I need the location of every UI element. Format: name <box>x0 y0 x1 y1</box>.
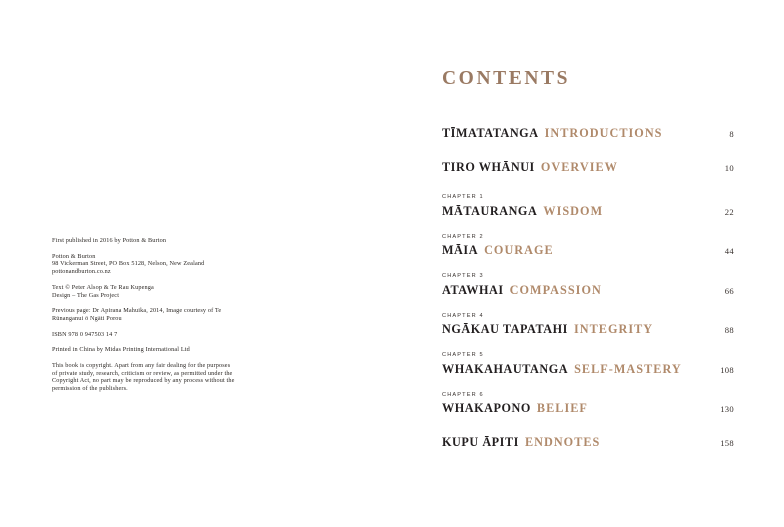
toc-title-maori: WHAKAHAUTANGA <box>442 361 569 376</box>
toc-entry-line <box>442 435 734 450</box>
contents-page <box>442 68 734 450</box>
toc-entry-titles <box>442 362 682 377</box>
toc-page-number: 22 <box>724 206 734 217</box>
toc-chapter-label: CHAPTER 2 <box>442 233 484 240</box>
toc-title-english: INTEGRITY <box>573 322 654 336</box>
toc-title-english: ENDNOTES <box>524 435 601 449</box>
toc-entry-line <box>442 204 734 219</box>
toc-entry-titles <box>442 243 554 258</box>
toc-entry-titles <box>442 435 600 450</box>
toc-page-number: 108 <box>720 364 734 375</box>
copyright-line: Previous page: Dr Apirana Mahuika, 2014, Image courtesy of Te <box>52 307 222 315</box>
toc-chapter-label: CHAPTER 4 <box>442 312 484 319</box>
toc-page-number: 10 <box>724 163 734 173</box>
toc-title-maori: MĀTAURANGA <box>442 203 538 218</box>
toc-entry-titles <box>442 204 603 219</box>
copyright-line: Printed in China by Midas Printing International Ltd <box>52 346 190 354</box>
toc-entry-line <box>442 401 734 416</box>
toc-page-number: 8 <box>729 129 734 139</box>
toc-chapter-label: CHAPTER 5 <box>442 352 484 358</box>
toc-title-maori: TIRO WHĀNUI <box>442 160 535 174</box>
toc-entry[interactable] <box>442 234 734 259</box>
toc-page-number: 66 <box>724 285 734 296</box>
toc-entry-titles <box>442 401 588 416</box>
copyright-page <box>52 238 268 394</box>
toc-entry-titles <box>442 322 653 337</box>
toc-title-english: WISDOM <box>543 203 604 218</box>
toc-title-maori: KUPU ĀPITI <box>442 435 519 449</box>
toc-entry-line <box>442 160 734 175</box>
toc-entry-titles <box>442 160 618 175</box>
copyright-line: permission of the publishers. <box>52 385 128 393</box>
toc-entry-line <box>442 322 734 337</box>
toc-entry-line <box>442 243 734 258</box>
toc-entry[interactable] <box>442 435 734 450</box>
copyright-paragraph <box>52 254 268 276</box>
toc-entry[interactable] <box>442 313 734 338</box>
copyright-line: Potton & Burton <box>52 252 96 260</box>
toc-chapter-label: CHAPTER 3 <box>442 273 484 279</box>
toc-entry-titles <box>442 283 602 298</box>
toc-page-number: 88 <box>724 325 734 335</box>
copyright-paragraph <box>52 332 268 338</box>
copyright-paragraph <box>52 363 268 392</box>
toc-title-maori: NGĀKAU TAPATAHI <box>442 322 568 336</box>
page-title: CONTENTS <box>442 68 571 89</box>
toc-entry[interactable] <box>442 352 734 377</box>
toc-entry[interactable] <box>442 160 734 175</box>
toc-entry[interactable] <box>442 392 734 417</box>
toc-page-number: 130 <box>720 404 734 414</box>
copyright-paragraph <box>52 347 268 353</box>
copyright-text-block <box>52 238 268 392</box>
toc-title-english: BELIEF <box>536 401 588 415</box>
toc-title-maori: TĪMATATANGA <box>442 126 539 140</box>
toc-entry-titles <box>442 126 663 141</box>
toc-title-english: INTRODUCTIONS <box>544 126 663 140</box>
toc-entry[interactable] <box>442 194 734 219</box>
toc-title-maori: MĀIA <box>442 243 479 257</box>
table-of-contents <box>442 126 734 450</box>
toc-title-english: COMPASSION <box>509 282 602 297</box>
toc-page-number: 44 <box>724 246 734 256</box>
copyright-paragraph <box>52 308 268 322</box>
toc-title-english: SELF-MASTERY <box>574 361 682 376</box>
copyright-line: First published in 2016 by Potton & Burton <box>52 237 167 244</box>
copyright-line: ISBN 978 0 947503 14 7 <box>52 330 118 338</box>
toc-page-number: 158 <box>720 438 734 448</box>
copyright-line: Copyright Act, no part may be reproduced by any process without the <box>52 377 235 385</box>
copyright-line: 98 Vickerman Street, PO Box 5128, Nelson, New Zealand <box>52 260 205 268</box>
toc-entry-line <box>442 283 734 298</box>
toc-chapter-label: CHAPTER 6 <box>442 391 484 398</box>
toc-title-english: COURAGE <box>484 243 554 257</box>
copyright-paragraph <box>52 238 268 244</box>
copyright-line: Rūnanganui ō Ngāti Porou <box>52 314 122 322</box>
copyright-line: Design – The Gas Project <box>52 291 120 299</box>
toc-chapter-label: CHAPTER 1 <box>442 194 484 200</box>
toc-entry[interactable] <box>442 126 734 141</box>
toc-title-maori: ATAWHAI <box>442 282 504 297</box>
toc-entry-line <box>442 362 734 377</box>
copyright-line: This book is copyright. Apart from any fair dealing for the purposes <box>52 362 231 370</box>
toc-title-maori: WHAKAPONO <box>442 401 531 415</box>
copyright-paragraph <box>52 285 268 299</box>
toc-title-english: OVERVIEW <box>540 160 618 174</box>
copyright-line: Text © Peter Alsop & Te Rau Kupenga <box>52 283 154 291</box>
copyright-line: pottonandburton.co.nz <box>52 268 111 276</box>
toc-entry[interactable] <box>442 273 734 298</box>
copyright-line: of private study, research, criticism or review, as permitted under the <box>52 369 233 377</box>
toc-entry-line <box>442 126 734 141</box>
